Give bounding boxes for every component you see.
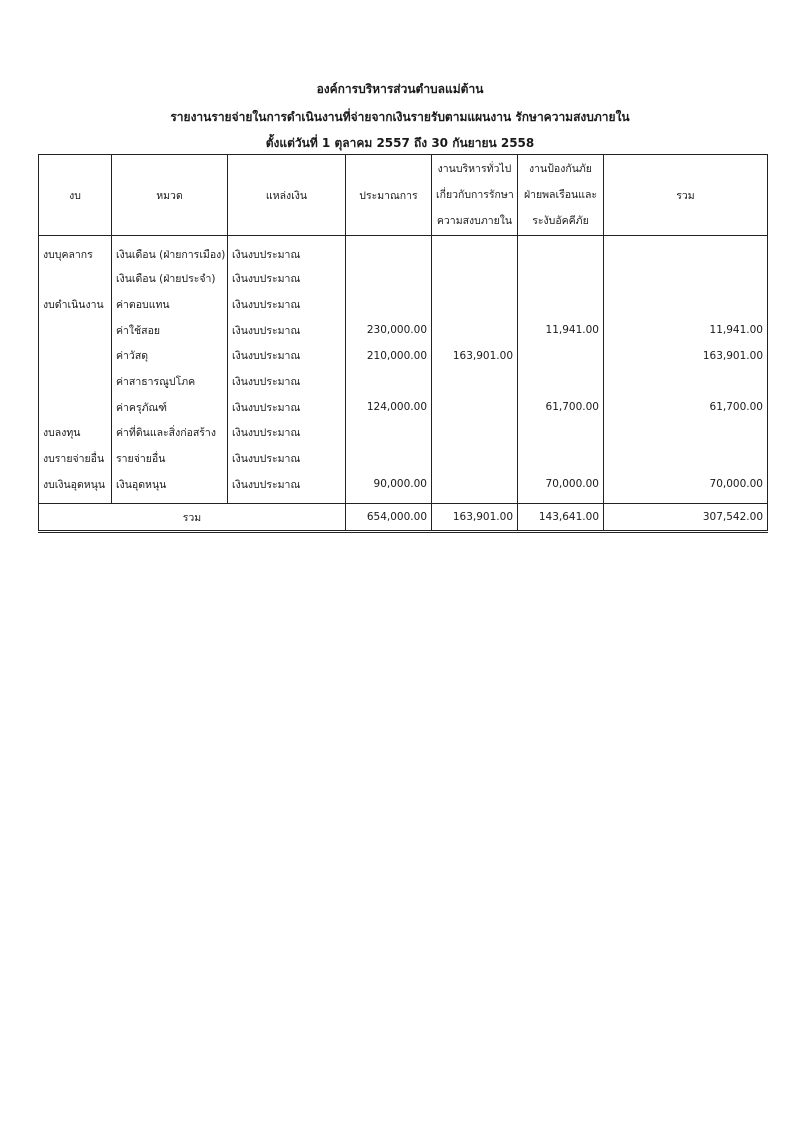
col-header-civil-defense — [518, 155, 604, 236]
cell-source: เงินงบประมาณ — [228, 266, 346, 292]
cell-civil: 11,941.00 — [518, 317, 604, 343]
cell-budget-type — [39, 343, 112, 369]
cell-category: ค่าสาธารณูปโภค — [112, 369, 228, 395]
cell-budget-type: งบดำเนินงาน — [39, 292, 112, 318]
cell-category: ค่าที่ดินและสิ่งก่อสร้าง — [112, 420, 228, 446]
cell-estimate: 210,000.00 — [346, 343, 432, 369]
table-row — [39, 420, 768, 446]
table-row — [39, 369, 768, 395]
cell-category: ค่าตอบแทน — [112, 292, 228, 318]
cell-source: เงินงบประมาณ — [228, 317, 346, 343]
cell-civil: 70,000.00 — [518, 472, 604, 504]
cell-total — [604, 446, 768, 472]
cell-admin — [432, 420, 518, 446]
col-header-total: รวม — [604, 155, 768, 236]
cell-admin — [432, 446, 518, 472]
cell-admin — [432, 369, 518, 395]
cell-estimate — [346, 266, 432, 292]
cell-admin: 163,901.00 — [432, 343, 518, 369]
table-row — [39, 266, 768, 292]
cell-category: เงินเดือน (ฝ่ายประจำ) — [112, 266, 228, 292]
cell-budget-type — [39, 394, 112, 420]
cell-estimate — [346, 446, 432, 472]
table-row — [39, 394, 768, 420]
col-header-category: หมวด — [112, 155, 228, 236]
cell-total — [604, 420, 768, 446]
cell-total: 70,000.00 — [604, 472, 768, 504]
col-header-admin-line: งานบริหารทั่วไป — [437, 163, 512, 175]
cell-total: 163,901.00 — [604, 343, 768, 369]
total-grand: 307,542.00 — [604, 504, 768, 532]
cell-estimate — [346, 420, 432, 446]
cell-budget-type — [39, 369, 112, 395]
cell-total — [604, 369, 768, 395]
cell-estimate — [346, 236, 432, 267]
cell-source: เงินงบประมาณ — [228, 343, 346, 369]
col-header-admin-line: ความสงบภายใน — [436, 215, 513, 227]
table-row — [39, 292, 768, 318]
cell-budget-type: งบเงินอุดหนุน — [39, 472, 112, 504]
cell-source: เงินงบประมาณ — [228, 420, 346, 446]
cell-category: ค่าวัสดุ — [112, 343, 228, 369]
cell-budget-type: งบบุคลากร — [39, 236, 112, 267]
cell-admin — [432, 394, 518, 420]
cell-civil — [518, 420, 604, 446]
col-header-civil-line: ระงับอัคคีภัย — [532, 215, 589, 227]
cell-estimate: 230,000.00 — [346, 317, 432, 343]
organization-name: องค์การบริหารส่วนตำบลแม่ต้าน — [316, 82, 484, 96]
cell-civil — [518, 446, 604, 472]
table-header-row — [39, 155, 768, 236]
col-header-admin — [432, 155, 518, 236]
cell-category: รายจ่ายอื่น — [112, 446, 228, 472]
col-header-civil-line: ฝ่ายพลเรือนและ — [523, 189, 598, 201]
cell-source: เงินงบประมาณ — [228, 236, 346, 267]
total-estimate: 654,000.00 — [346, 504, 432, 532]
cell-civil — [518, 369, 604, 395]
cell-budget-type: งบรายจ่ายอื่น — [39, 446, 112, 472]
col-header-source: แหล่งเงิน — [228, 155, 346, 236]
cell-category: เงินอุดหนุน — [112, 472, 228, 504]
cell-admin — [432, 292, 518, 318]
cell-category: ค่าครุภัณฑ์ — [112, 394, 228, 420]
col-header-estimate: ประมาณการ — [346, 155, 432, 236]
cell-estimate: 124,000.00 — [346, 394, 432, 420]
cell-budget-type — [39, 266, 112, 292]
table-row — [39, 446, 768, 472]
cell-civil — [518, 343, 604, 369]
cell-source: เงินงบประมาณ — [228, 446, 346, 472]
cell-estimate: 90,000.00 — [346, 472, 432, 504]
cell-category: เงินเดือน (ฝ่ายการเมือง) — [112, 236, 228, 267]
table-row — [39, 472, 768, 504]
cell-total — [604, 292, 768, 318]
cell-civil — [518, 236, 604, 267]
cell-civil — [518, 266, 604, 292]
cell-source: เงินงบประมาณ — [228, 394, 346, 420]
table-row — [39, 236, 768, 267]
totals-row — [39, 504, 768, 532]
col-header-admin-line: เกี่ยวกับการรักษา — [436, 189, 514, 201]
col-header-budget-type: งบ — [39, 155, 112, 236]
total-civil: 143,641.00 — [518, 504, 604, 532]
cell-total: 11,941.00 — [604, 317, 768, 343]
table-row — [39, 317, 768, 343]
cell-admin — [432, 236, 518, 267]
cell-estimate — [346, 292, 432, 318]
cell-estimate — [346, 369, 432, 395]
cell-budget-type — [39, 317, 112, 343]
cell-source: เงินงบประมาณ — [228, 292, 346, 318]
cell-civil — [518, 292, 604, 318]
cell-admin — [432, 266, 518, 292]
cell-admin — [432, 472, 518, 504]
cell-source: เงินงบประมาณ — [228, 472, 346, 504]
report-period: ตั้งแต่วันที่ 1 ตุลาคม 2557 ถึง 30 กันยายน 2558 — [265, 136, 535, 150]
cell-total: 61,700.00 — [604, 394, 768, 420]
cell-source: เงินงบประมาณ — [228, 369, 346, 395]
totals-label: รวม — [39, 504, 346, 532]
table-row — [39, 343, 768, 369]
cell-category: ค่าใช้สอย — [112, 317, 228, 343]
expense-table — [38, 154, 768, 533]
total-admin: 163,901.00 — [432, 504, 518, 532]
cell-civil: 61,700.00 — [518, 394, 604, 420]
cell-admin — [432, 317, 518, 343]
cell-budget-type: งบลงทุน — [39, 420, 112, 446]
col-header-civil-line: งานป้องกันภัย — [529, 163, 592, 175]
report-title: รายงานรายจ่ายในการดำเนินงานที่จ่ายจากเงินรายรับตามแผนงาน รักษาความสงบภายใน — [170, 110, 630, 124]
cell-total — [604, 236, 768, 267]
cell-total — [604, 266, 768, 292]
